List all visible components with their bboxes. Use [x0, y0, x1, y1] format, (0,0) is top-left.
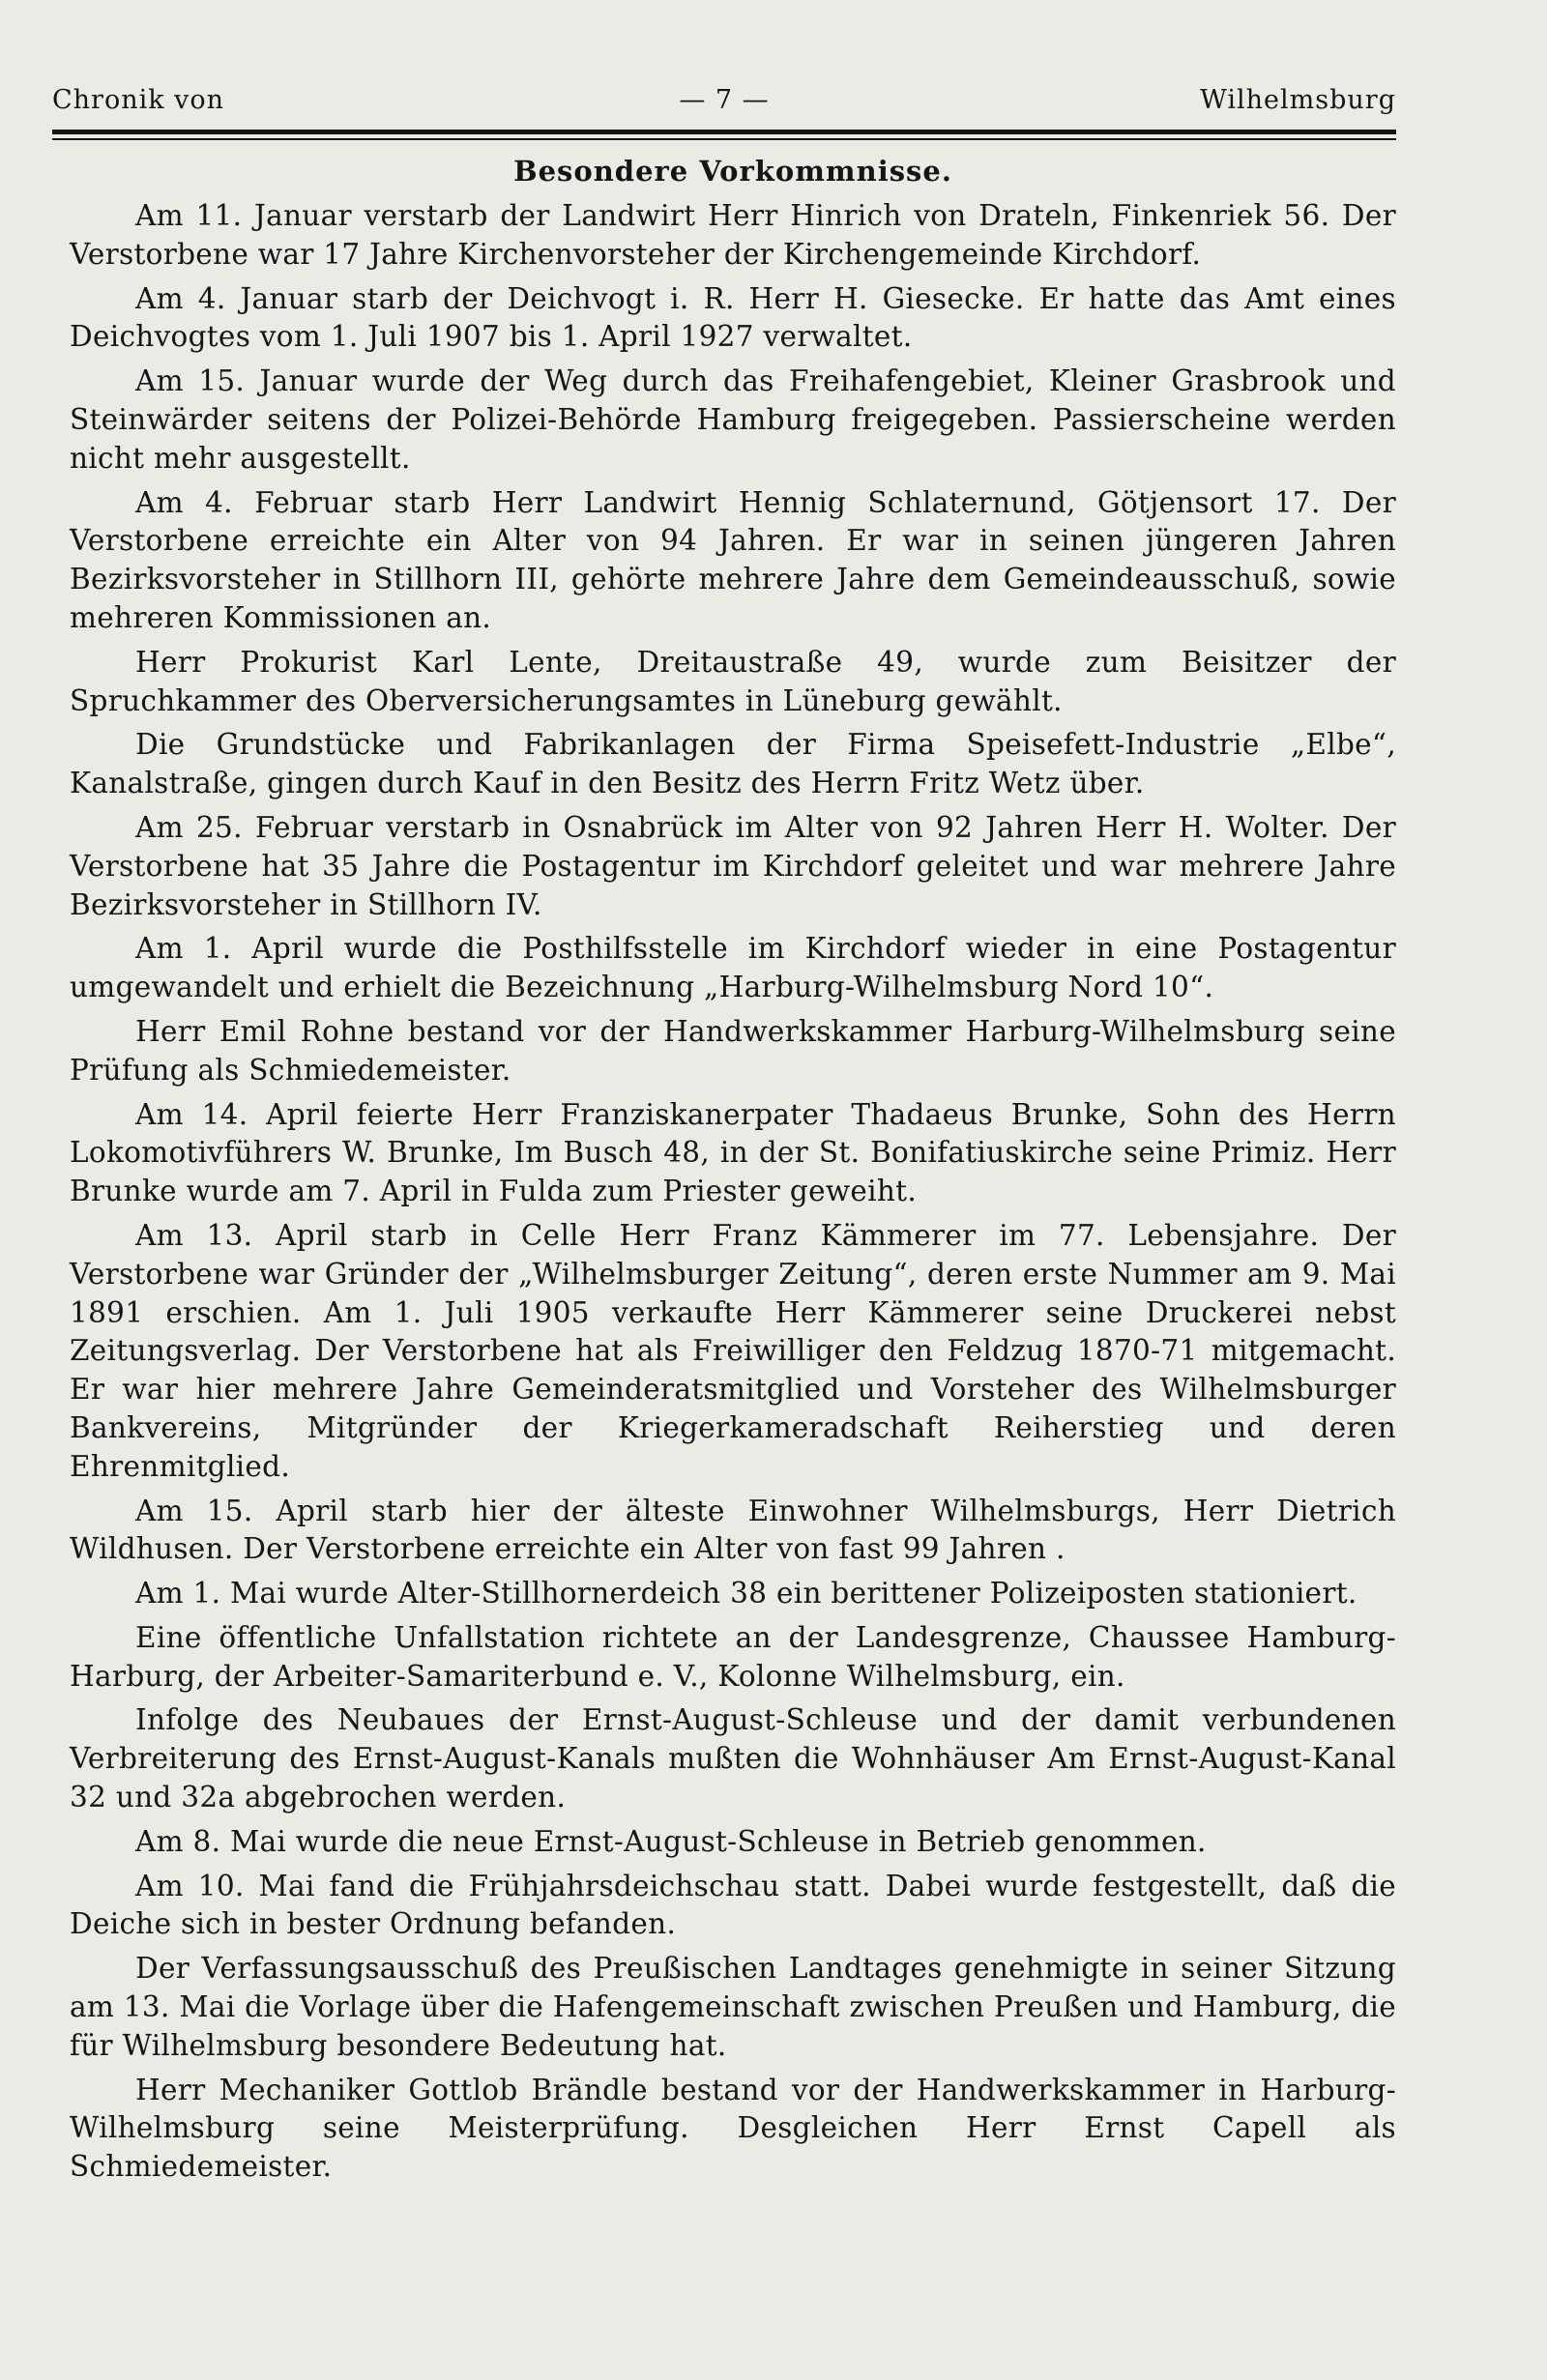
paragraph: Der Verfassungsausschuß des Preußischen Landtages genehmigte in seiner Sitzung am 13. Mai die Vorlage über die Hafengemeinschaft zwischen Preußen und Hamburg, die für Wilhelmsburg besondere Bedeutung hat. [70, 1952, 1396, 2062]
paragraph: Am 13. April starb in Celle Herr Franz Kämmerer im 77. Lebensjahre. Der Verstorbene war Gründer der „Wilhelmsburger Zeitung“, deren erste Nummer am 9. Mai 1891 erschien. Am 1. Juli 1905 verkaufte Herr Kämmerer seine Druckerei nebst Zeitungsverlag. Der Verstorbene hat als Freiwilliger den Feldzug 1870-71 mitgemacht. Er war hier mehrere Jahre Gemeinderatsmitglied und Vorsteher des Wilhelmsburger Bankvereins, Mitgründer der Kriegerkameradschaft Reiherstieg und deren Ehrenmitglied. [70, 1218, 1396, 1483]
header-right-text: Wilhelmsburg [1200, 85, 1396, 115]
running-header [52, 85, 1396, 124]
header-rule-thin [52, 138, 1396, 140]
paragraph: Am 11. Januar verstarb der Landwirt Herr Hinrich von Drateln, Finkenriek 56. Der Verstorbene war 17 Jahre Kirchenvorsteher der Kirchengemeinde Kirchdorf. [70, 199, 1396, 271]
paragraph: Herr Prokurist Karl Lente, Dreitaustraße 49, wurde zum Beisitzer der Spruchkammer des Oberversicherungsamtes in Lüneburg gewählt. [70, 645, 1396, 717]
paragraph: Am 4. Januar starb der Deichvogt i. R. Herr H. Giesecke. Er hatte das Amt eines Deichvogtes vom 1. Juli 1907 bis 1. April 1927 verwaltet. [70, 281, 1396, 354]
paragraph: Am 14. April feierte Herr Franziskanerpater Thadaeus Brunke, Sohn des Herrn Lokomotivführers W. Brunke, Im Busch 48, in der St. Bonifatiuskirche seine Primiz. Herr Brunke wurde am 7. April in Fulda zum Priester geweiht. [70, 1097, 1396, 1208]
paragraph: Herr Mechaniker Gottlob Brändle bestand vor der Handwerkskammer in Harburg-Wilhelmsburg seine Meisterprüfung. Desgleichen Herr Ernst Capell als Schmiedemeister. [70, 2073, 1396, 2184]
page-number: — 7 — [679, 85, 770, 115]
paragraph: Am 10. Mai fand die Frühjahrsdeichschau statt. Dabei wurde festgestellt, daß die Deiche sich in bester Ordnung befanden. [70, 1869, 1396, 1941]
header-left-text: Chronik von [52, 85, 225, 115]
section-title: Besondere Vorkommnisse. [513, 155, 952, 188]
header-rule-thick [52, 130, 1396, 134]
article-body [70, 145, 1396, 2192]
paragraph: Herr Emil Rohne bestand vor der Handwerkskammer Harburg-Wilhelmsburg seine Prüfung als Schmiedemeister. [70, 1014, 1396, 1087]
paragraph: Am 1. Mai wurde Alter-Stillhornerdeich 38 ein berittener Polizeiposten stationiert. [135, 1577, 1357, 1611]
paragraph: Am 15. Januar wurde der Weg durch das Freihafengebiet, Kleiner Grasbrook und Steinwärder seitens der Polizei-Behörde Hamburg freigegeben. Passierscheine werden nicht mehr ausgestellt. [70, 364, 1396, 475]
paragraph: Am 15. April starb hier der älteste Einwohner Wilhelmsburgs, Herr Dietrich Wildhusen. Der Verstorbene erreichte ein Alter von fast 99 Jahren . [70, 1494, 1396, 1566]
paragraph: Die Grundstücke und Fabrikanlagen der Firma Speisefett-Industrie „Elbe“, Kanalstraße, gingen durch Kauf in den Besitz des Herrn Fritz Wetz über. [70, 728, 1396, 800]
paragraph: Am 1. April wurde die Posthilfsstelle im Kirchdorf wieder in eine Postagentur umgewandelt und erhielt die Bezeichnung „Harburg-Wilhelmsburg Nord 10“. [70, 932, 1396, 1004]
paragraph: Infolge des Neubaues der Ernst-August-Schleuse und der damit verbundenen Verbreiterung des Ernst-August-Kanals mußten die Wohnhäuser Am Ernst-August-Kanal 32 und 32a abgebrochen werden. [70, 1703, 1396, 1814]
paragraph: Am 25. Februar verstarb in Osnabrück im Alter von 92 Jahren Herr H. Wolter. Der Verstorbene hat 35 Jahre die Postagentur im Kirchdorf geleitet und war mehrere Jahre Bezirksvorsteher in Stillhorn IV. [70, 810, 1396, 921]
paragraph: Am 4. Februar starb Herr Landwirt Hennig Schlaternund, Götjensort 17. Der Verstorbene erreichte ein Alter von 94 Jahren. Er war in seinen jüngeren Jahren Bezirksvorsteher in Stillhorn III, gehörte mehrere Jahre dem Gemeindeausschuß, sowie mehreren Kommissionen an. [70, 485, 1396, 634]
paragraph: Am 8. Mai wurde die neue Ernst-August-Schleuse in Betrieb genommen. [135, 1824, 1207, 1858]
paragraph: Eine öffentliche Unfallstation richtete an der Landesgrenze, Chaussee Hamburg-Harburg, der Arbeiter-Samariterbund e. V., Kolonne Wilhelmsburg, ein. [70, 1620, 1396, 1693]
